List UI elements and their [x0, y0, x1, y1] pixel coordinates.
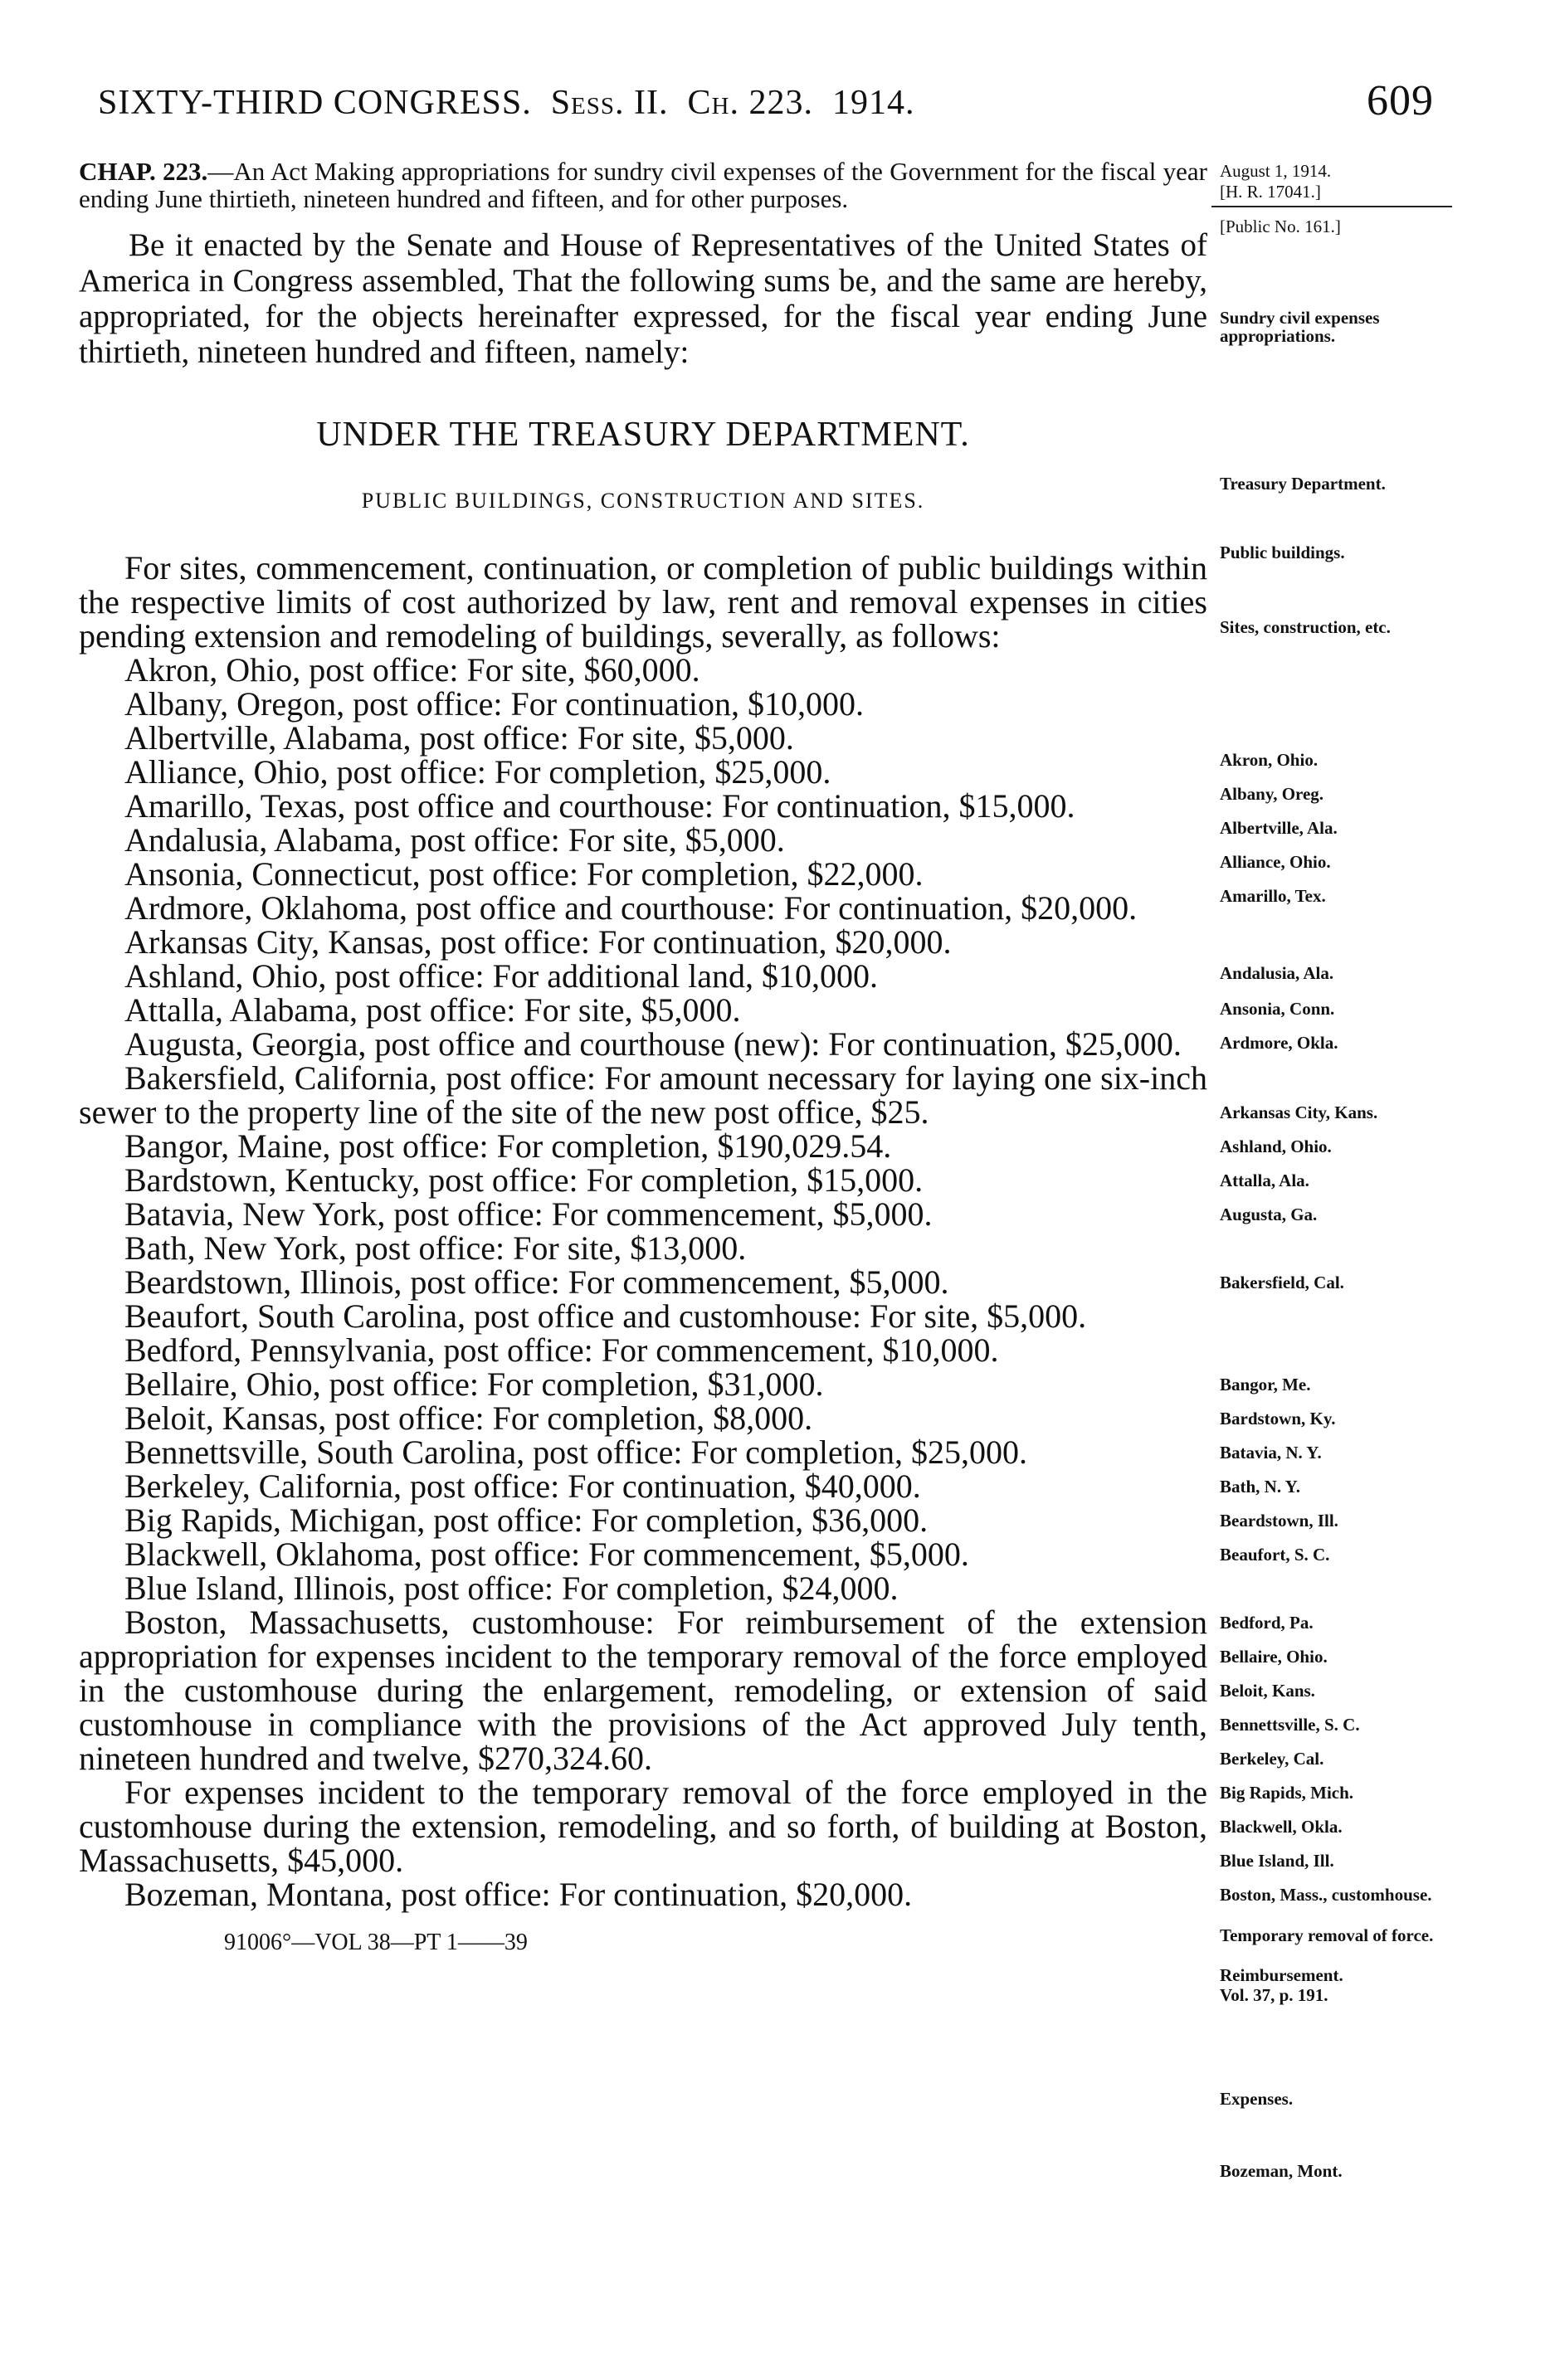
margin-note-attalla: Attalla, Ala.: [1220, 1171, 1309, 1190]
paragraph: Bedford, Pennsylvania, post office: For commencement, $10,000.: [124, 1331, 999, 1369]
paragraph: Akron, Ohio, post office: For site, $60,000.: [124, 651, 700, 689]
running-header: [98, 77, 1434, 133]
margin-note-treasury: Treasury Department.: [1220, 474, 1386, 494]
margin-note-beaufort: Beaufort, S. C.: [1220, 1545, 1330, 1565]
chapter-number: CHAP. 223.: [79, 157, 208, 186]
margin-note-blue-island: Blue Island, Ill.: [1220, 1851, 1334, 1871]
department-heading: UNDER THE TREASURY DEPARTMENT.: [316, 416, 970, 454]
margin-note-big-rapids: Big Rapids, Mich.: [1220, 1783, 1354, 1803]
margin-note-bedford: Bedford, Pa.: [1220, 1613, 1314, 1633]
paragraph: Andalusia, Alabama, post office: For site, $5,000.: [124, 821, 785, 859]
paragraph: Augusta, Georgia, post office and courthouse (new): For continuation, $25,000.: [124, 1025, 1182, 1063]
paragraph: Batavia, New York, post office: For commencement, $5,000.: [124, 1195, 933, 1233]
paragraph: Alliance, Ohio, post office: For completion, $25,000.: [124, 753, 831, 791]
margin-note-beloit: Beloit, Kans.: [1220, 1681, 1315, 1701]
margin-note-vol: Vol. 37, p. 191.: [1220, 1985, 1328, 2005]
margin-note-reimbursement: Reimbursement.: [1220, 1965, 1343, 1985]
paragraph: For sites, commencement, continuation, or completion of public buildings within the respective limits of cost authorized by law, rent and removal expenses in cities pending extension and remodeling of buildings, severally, as follows:: [79, 549, 1207, 655]
paragraph: Bellaire, Ohio, post office: For completion, $31,000.: [124, 1365, 824, 1403]
margin-note-blackwell: Blackwell, Okla.: [1220, 1817, 1343, 1837]
paragraph: Bakersfield, California, post office: For amount necessary for laying one six-inch sewer to the property line of the site of the new post office, $25.: [79, 1059, 1207, 1131]
margin-note-bangor: Bangor, Me.: [1220, 1375, 1311, 1394]
margin-note-augusta: Augusta, Ga.: [1220, 1205, 1318, 1224]
paragraph: Berkeley, California, post office: For continuation, $40,000.: [124, 1467, 921, 1505]
paragraph: Attalla, Alabama, post office: For site, $5,000.: [124, 991, 741, 1029]
margin-note-bellaire: Bellaire, Ohio.: [1220, 1647, 1328, 1667]
paragraph: Ansonia, Connecticut, post office: For completion, $22,000.: [124, 855, 924, 893]
margin-note-akron: Akron, Ohio.: [1220, 750, 1319, 770]
margin-note-bennettsville: Bennettsville, S. C.: [1220, 1715, 1360, 1735]
page-number: 609: [1367, 77, 1434, 124]
paragraph: Beloit, Kansas, post office: For completion, $8,000.: [124, 1399, 813, 1437]
paragraph: Ardmore, Oklahoma, post office and courthouse: For continuation, $20,000.: [124, 889, 1138, 927]
margin-note-amarillo: Amarillo, Tex.: [1220, 886, 1326, 906]
margin-note-sites: Sites, construction, etc.: [1220, 617, 1391, 637]
paragraph: Bozeman, Montana, post office: For continuation, $20,000.: [124, 1876, 913, 1913]
margin-note-batavia: Batavia, N. Y.: [1220, 1443, 1322, 1463]
margin-note-albany: Albany, Oreg.: [1220, 784, 1324, 804]
margin-note-bill: [H. R. 17041.]: [1220, 182, 1321, 202]
margin-note-bakersfield: Bakersfield, Cal.: [1220, 1273, 1344, 1292]
act-title: [79, 158, 1207, 212]
margin-note-public-buildings: Public buildings.: [1220, 543, 1345, 562]
paragraph: Albany, Oregon, post office: For continuation, $10,000.: [124, 685, 864, 723]
paragraph: Bardstown, Kentucky, post office: For completion, $15,000.: [124, 1161, 924, 1199]
margin-note-alliance: Alliance, Ohio.: [1220, 852, 1331, 872]
margin-rule: [1211, 206, 1452, 207]
margin-note-ashland: Ashland, Ohio.: [1220, 1136, 1332, 1156]
margin-note-date: August 1, 1914.: [1220, 161, 1332, 181]
header-year: 1914.: [831, 84, 915, 122]
margin-note-bath: Bath, N. Y.: [1220, 1477, 1301, 1497]
section-subheading: PUBLIC BUILDINGS, CONSTRUCTION AND SITES.: [361, 489, 925, 513]
margin-note-ardmore: Ardmore, Okla.: [1220, 1033, 1338, 1053]
paragraph: Blue Island, Illinois, post office: For completion, $24,000.: [124, 1570, 899, 1607]
enacting-clause: Be it enacted by the Senate and House of Representatives of the United States of America in Congress assembled, That the following sums be, and the same are hereby, appropriated, for the objects hereinafter expressed, for the fiscal year ending June thirtieth, nineteen hundred and fifteen, namely:: [79, 227, 1207, 370]
paragraph: Blackwell, Oklahoma, post office: For commencement, $5,000.: [124, 1536, 969, 1573]
running-title: SIXTY-THIRD CONGRESS.: [98, 84, 532, 122]
paragraph: Amarillo, Texas, post office and courthouse: For continuation, $15,000.: [124, 787, 1075, 825]
paragraph: Arkansas City, Kansas, post office: For continuation, $20,000.: [124, 923, 952, 961]
session-label: Sess. II.: [550, 84, 669, 122]
paragraph: Albertville, Alabama, post office: For site, $5,000.: [124, 719, 794, 757]
margin-note-expenses: Expenses.: [1220, 2089, 1294, 2109]
chapter-label: Ch. 223.: [687, 84, 813, 122]
act-title-text: —An Act Making appropriations for sundry civil expenses of the Government for the fiscal year ending June thirtieth, nineteen hundred and fifteen, and for other purposes.: [79, 157, 1207, 213]
margin-note-andalusia: Andalusia, Ala.: [1220, 963, 1334, 983]
margin-note-bardstown: Bardstown, Ky.: [1220, 1409, 1336, 1428]
paragraph: Beardstown, Illinois, post office: For commencement, $5,000.: [124, 1263, 949, 1301]
paragraph: Ashland, Ohio, post office: For additional land, $10,000.: [124, 957, 879, 995]
paragraph: Big Rapids, Michigan, post office: For completion, $36,000.: [124, 1501, 929, 1539]
paragraph: Bennettsville, South Carolina, post office: For completion, $25,000.: [124, 1433, 1028, 1471]
margin-note-arkansas: Arkansas City, Kans.: [1220, 1102, 1378, 1122]
paragraph: Bangor, Maine, post office: For completion, $190,029.54.: [124, 1127, 892, 1165]
main-text: [79, 158, 1207, 1959]
margin-note-beardstown: Beardstown, Ill.: [1220, 1511, 1338, 1531]
margin-note-boston: Boston, Mass., customhouse.: [1220, 1885, 1432, 1905]
margin-note-ansonia: Ansonia, Conn.: [1220, 999, 1335, 1019]
paragraph: Bath, New York, post office: For site, $13,000.: [124, 1229, 747, 1267]
paragraph: Beaufort, South Carolina, post office and customhouse: For site, $5,000.: [124, 1297, 1087, 1335]
signature-mark: 91006°—VOL 38—PT 1——39: [224, 1930, 528, 1955]
margin-note-bozeman: Bozeman, Mont.: [1220, 2161, 1343, 2181]
margin-note-temporary: Temporary removal of force.: [1220, 1925, 1434, 1945]
paragraph: For expenses incident to the temporary removal of the force employed in the customhouse during the extension, remodeling, and so forth, of building at Boston, Massachusetts, $45,000.: [79, 1774, 1207, 1879]
margin-note-sundry: Sundry civil expenses appropriations.: [1220, 308, 1380, 346]
margin-note-public: [Public No. 161.]: [1220, 217, 1341, 236]
margin-note-berkeley: Berkeley, Cal.: [1220, 1749, 1324, 1769]
header-text: [98, 83, 914, 123]
paragraph: Boston, Massachusetts, customhouse: For reimbursement of the extension appropriation for expenses incident to the temporary removal of the force employed in the customhouse during the enlargement, remodeling, or extension of said customhouse in compliance with the provisions of the Act approved July tenth, nineteen hundred and twelve, $270,324.60.: [79, 1604, 1207, 1777]
margin-note-albertville: Albertville, Ala.: [1220, 818, 1338, 838]
